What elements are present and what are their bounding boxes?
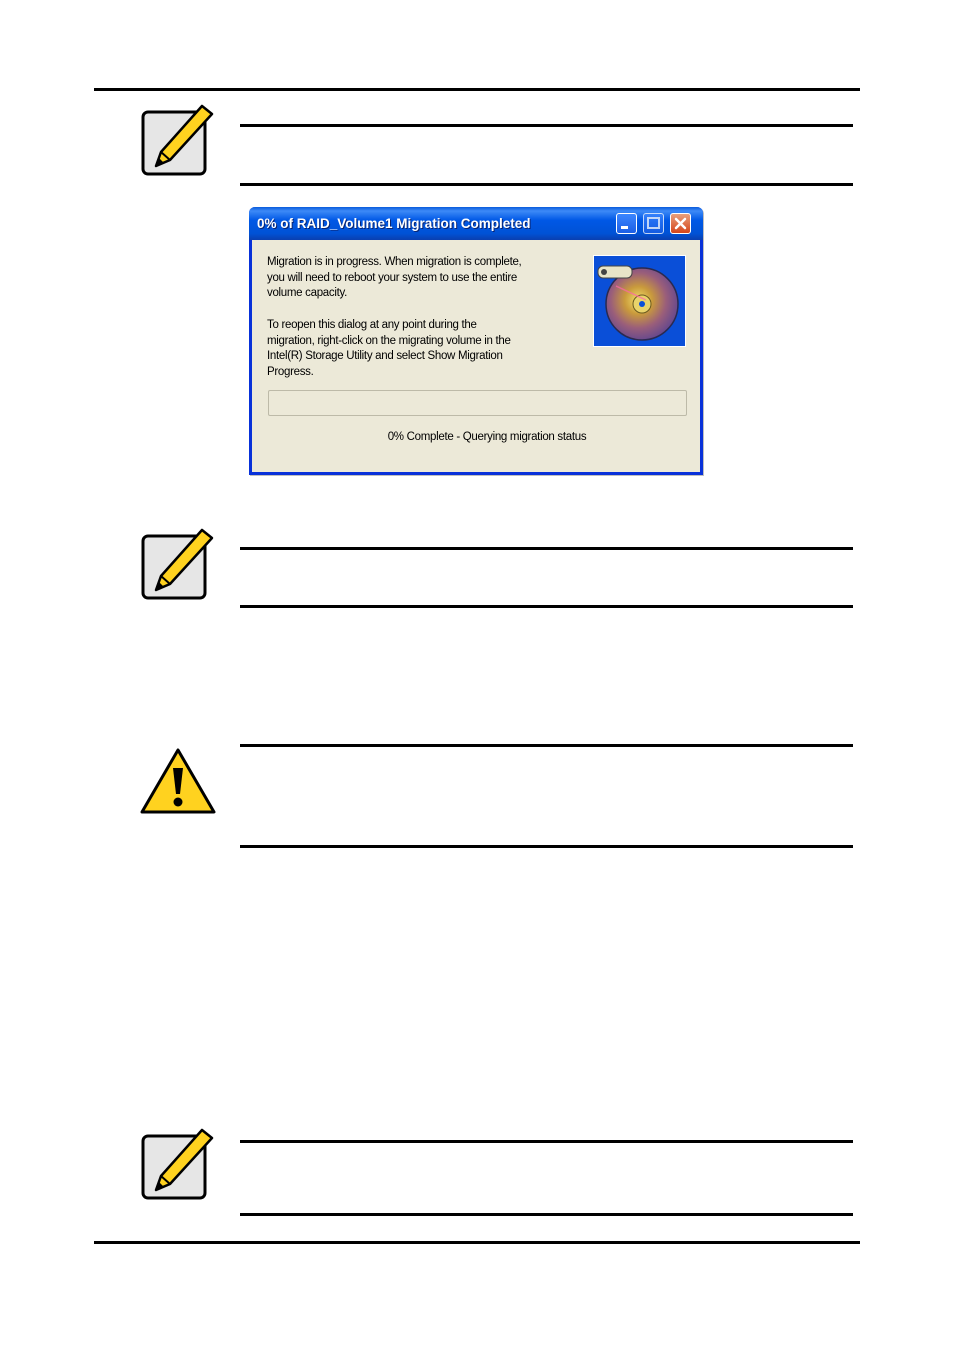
paragraph1-line: volume capacity. xyxy=(267,287,347,300)
paragraph2-line: Intel(R) Storage Utility and select Show Migration xyxy=(267,350,503,363)
disc-panel xyxy=(593,255,686,347)
caution-bottom-rule xyxy=(240,845,853,848)
progress-status: 0% Complete - Querying migration status xyxy=(387,431,587,443)
page-top-rule xyxy=(94,88,860,91)
paragraph2-line: migration, right-click on the migrating volume in the xyxy=(267,334,511,347)
paragraph1-line: you will need to reboot your system to use the entire xyxy=(267,271,518,284)
migration-progress-bar xyxy=(268,390,687,416)
page-bottom-rule xyxy=(94,1241,860,1244)
note3-top-rule xyxy=(240,1140,853,1143)
note1-top-rule xyxy=(240,124,853,127)
maximize-icon xyxy=(644,214,663,233)
dialog-title: 0% of RAID_Volume1 Migration Completed xyxy=(257,216,531,231)
note2-bottom-rule xyxy=(240,605,853,608)
pencil-note-icon xyxy=(138,1124,218,1204)
maximize-button[interactable] xyxy=(643,213,664,234)
minimize-button[interactable] xyxy=(616,213,637,234)
dialog-paragraph-1 xyxy=(267,255,587,302)
caution-top-rule xyxy=(240,744,853,747)
dialog-title-bar[interactable] xyxy=(249,207,703,240)
disc-icon xyxy=(594,256,685,346)
pencil-note-icon xyxy=(138,524,218,604)
warning-triangle-icon xyxy=(138,746,218,816)
pencil-note-icon xyxy=(138,100,218,180)
close-button[interactable] xyxy=(670,213,691,234)
paragraph2-line: To reopen this dialog at any point during the xyxy=(267,319,477,331)
note3-bottom-rule xyxy=(240,1213,853,1216)
paragraph2-line: Progress. xyxy=(267,366,314,379)
minimize-icon xyxy=(617,214,636,233)
note1-bottom-rule xyxy=(240,183,853,186)
dialog-paragraph-2 xyxy=(267,318,587,381)
note2-top-rule xyxy=(240,547,853,550)
close-icon xyxy=(671,214,690,233)
paragraph1-line: Migration is in progress. When migration is complete, xyxy=(267,256,522,268)
migration-dialog xyxy=(249,207,703,475)
